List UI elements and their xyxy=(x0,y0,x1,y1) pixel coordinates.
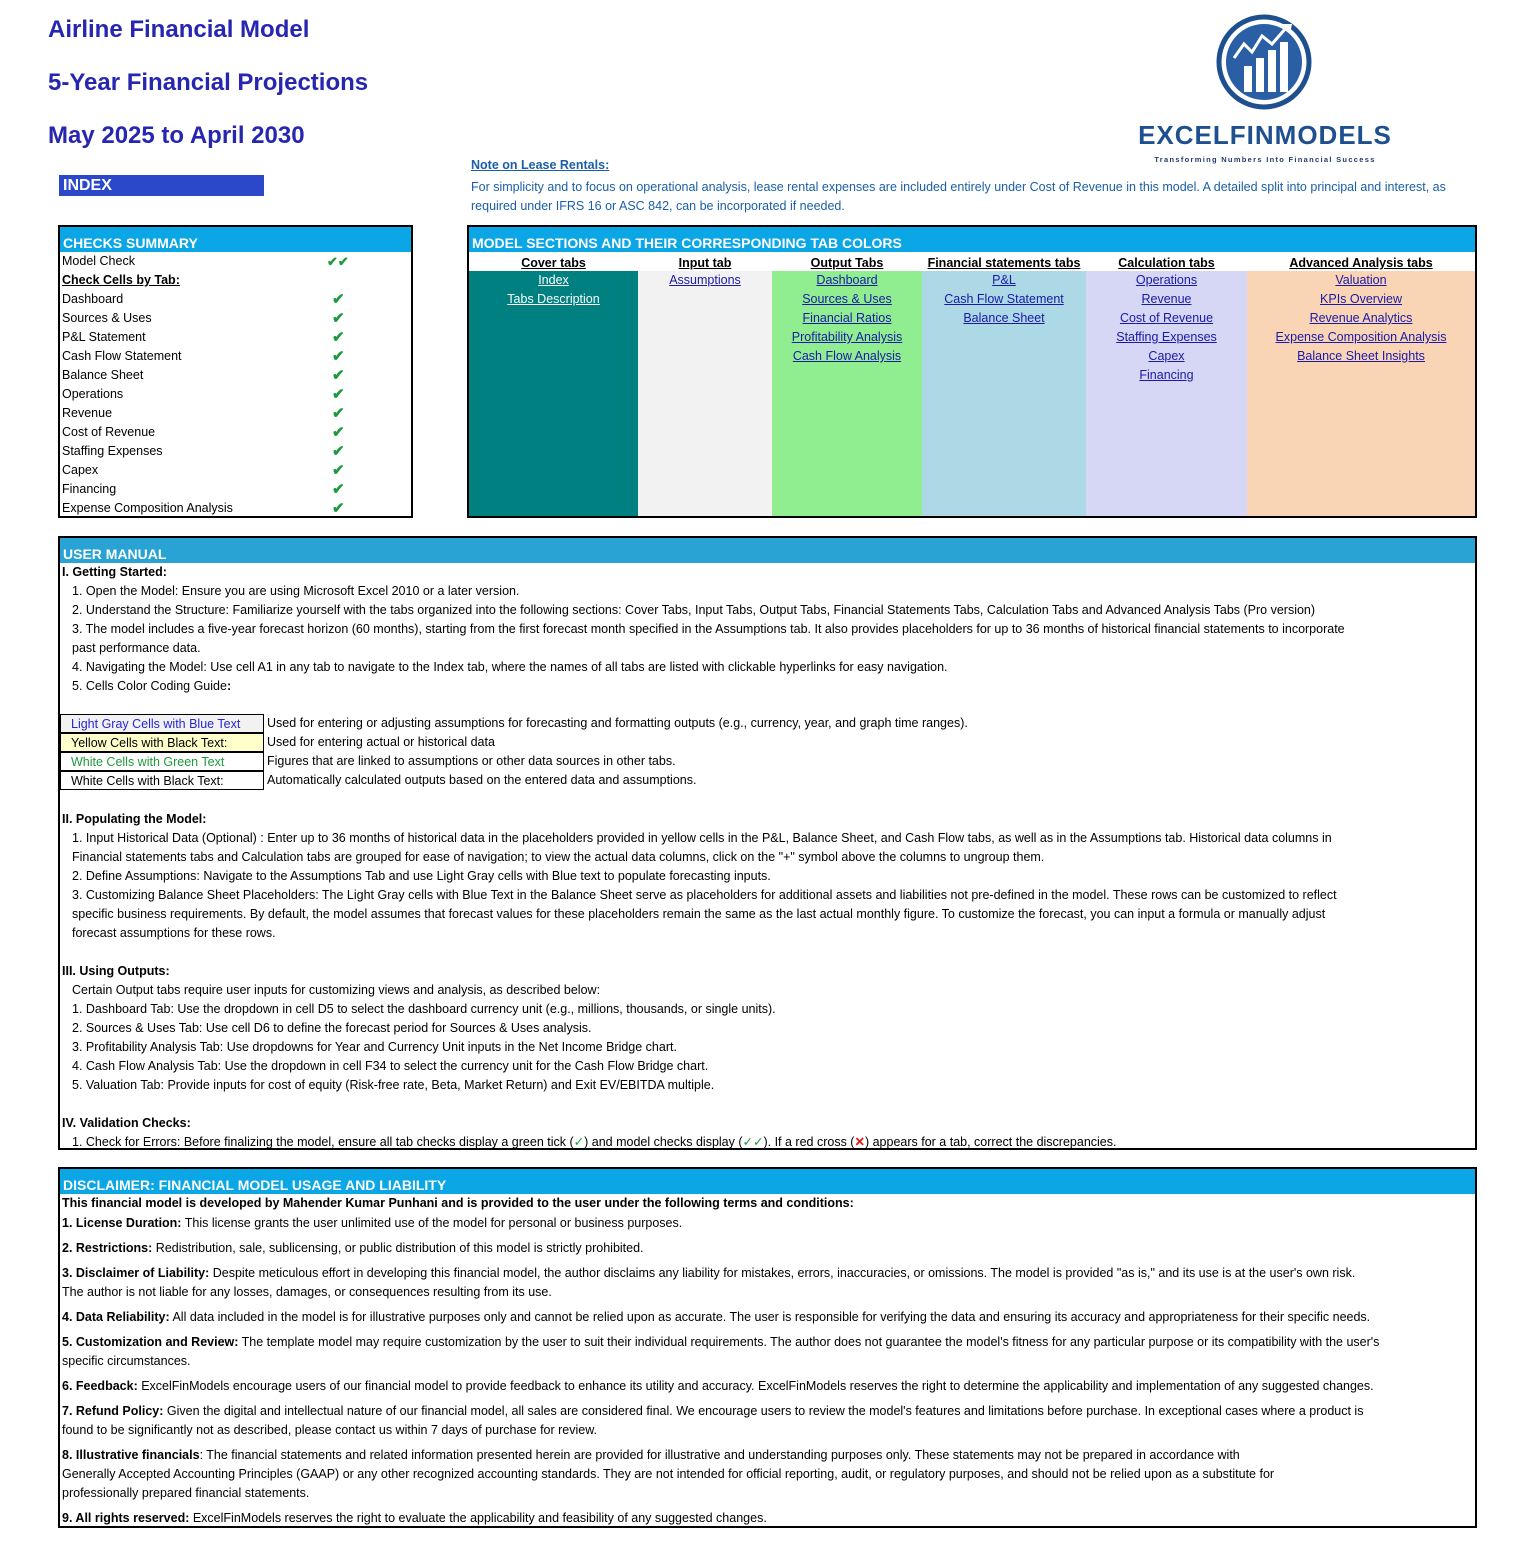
tab-link[interactable]: P&L xyxy=(992,273,1016,287)
legend-swatch: Light Gray Cells with Blue Text xyxy=(60,714,264,733)
check-tick-icon: ✔ xyxy=(332,424,345,441)
color-guide-label: 5. Cells Color Coding Guide xyxy=(72,679,227,693)
model-sections-header: MODEL SECTIONS AND THEIR CORRESPONDING TAB COLORS xyxy=(469,227,1475,252)
manual-section-validation: IV. Validation Checks: xyxy=(62,1116,191,1130)
user-manual-header: USER MANUAL xyxy=(60,538,1475,563)
manual-section-using-outputs: III. Using Outputs: xyxy=(62,964,170,978)
check-row-label: Financing xyxy=(62,482,117,496)
tab-link[interactable]: Tabs Description xyxy=(507,292,600,306)
term-text: ExcelFinModels reserves the right to evaluate the applicability and feasibility of any suggested changes. xyxy=(189,1511,767,1525)
tab-link-cell xyxy=(772,347,922,366)
manual-section-populating: II. Populating the Model: xyxy=(62,812,207,826)
logo-tagline: Transforming Numbers Into Financial Success xyxy=(1154,155,1376,164)
disclaimer-item xyxy=(62,1402,1363,1421)
tab-link-cell xyxy=(1247,347,1475,366)
tab-link-cell xyxy=(922,290,1086,309)
tab-link-cell xyxy=(772,328,922,347)
legend-swatch: Yellow Cells with Black Text: xyxy=(60,733,264,752)
check-row-label: Revenue xyxy=(62,406,113,420)
section-column-header: Advanced Analysis tabs xyxy=(1289,256,1433,270)
tab-link[interactable]: Valuation xyxy=(1335,273,1387,287)
check-row-label: Capex xyxy=(62,463,99,477)
tab-link-cell xyxy=(638,271,772,290)
check-tick-icon: ✔ xyxy=(332,481,345,498)
legend-swatch: White Cells with Green Text xyxy=(60,752,264,771)
section-column-header: Calculation tabs xyxy=(1118,256,1215,270)
tab-link[interactable]: Assumptions xyxy=(669,273,741,287)
model-check-label: Model Check xyxy=(62,254,135,268)
term-text: This license grants the user unlimited use of the model for personal or business purposes. xyxy=(181,1216,683,1230)
check-row-label: Staffing Expenses xyxy=(62,444,163,458)
disclaimer-panel xyxy=(58,1167,1477,1528)
manual-line: 3. Customizing Balance Sheet Placeholders: The Light Gray cells with Blue Text in the Balance Sheet serve as placeholders for additional assets and liabilities not pre-defined in the model. These rows can be customized to reflect xyxy=(72,888,1337,902)
disclaimer-item-cont: found to be significantly not as described, please contact us within 7 days of purchase for review. xyxy=(62,1423,598,1437)
user-manual-panel xyxy=(58,536,1477,1150)
check-row-label: Cost of Revenue xyxy=(62,425,156,439)
lease-note-title: Note on Lease Rentals: xyxy=(471,158,610,172)
tab-link-cell xyxy=(469,290,638,309)
term-text: ExcelFinModels encourage users of our financial model to provide feedback to enhance its utility and accuracy. ExcelFinModels reserves the right to determine the applicability and implementation of any suggested changes. xyxy=(137,1379,1374,1393)
model-check-double-tick-icon: ✔✔ xyxy=(327,254,349,269)
manual-line: forecast assumptions for these rows. xyxy=(72,926,276,940)
disclaimer-item xyxy=(62,1377,1374,1396)
color-guide-colon: : xyxy=(226,679,232,693)
disclaimer-header: DISCLAIMER: FINANCIAL MODEL USAGE AND LIABILITY xyxy=(60,1169,1475,1194)
manual-line: 2. Define Assumptions: Navigate to the Assumptions Tab and use Light Gray cells with Blue text to populate forecasting inputs. xyxy=(72,869,771,883)
check-cells-by-tab-label: Check Cells by Tab: xyxy=(62,273,180,287)
term-label: 8. Illustrative financials xyxy=(62,1448,200,1462)
lease-note-text: For simplicity and to focus on operational analysis, lease rental expenses are included entirely under Cost of Revenue in this model. A detailed split into principal and interest, as required under IFRS 16 or ASC 842, can be incorporated if needed. xyxy=(471,180,1446,213)
check-row-label: Cash Flow Statement xyxy=(62,349,182,363)
check-tick-icon: ✔ xyxy=(332,386,345,403)
term-label: 4. Data Reliability: xyxy=(62,1310,170,1324)
check-tick-icon: ✔ xyxy=(332,405,345,422)
logo-emblem-icon xyxy=(1216,14,1312,110)
tab-link-cell xyxy=(1086,290,1247,309)
disclaimer-item xyxy=(62,1509,767,1528)
model-title: Airline Financial Model xyxy=(48,16,310,43)
check-row-label: Operations xyxy=(62,387,124,401)
tab-link[interactable]: Cash Flow Analysis xyxy=(792,349,902,363)
manual-line: 5. Valuation Tab: Provide inputs for cost of equity (Risk-free rate, Beta, Market Return) and Exit EV/EBITDA multiple. xyxy=(72,1078,715,1092)
manual-line: specific business requirements. By default, the model assumes that forecast values for these placeholders remain the same as the last actual monthly figure. To customize the forecast, you can input a formula or manually adjust xyxy=(72,907,1326,921)
term-label: 9. All rights reserved: xyxy=(62,1511,190,1525)
legend-description: Automatically calculated outputs based on the entered data and assumptions. xyxy=(267,773,697,787)
red-cross-icon: ✕ xyxy=(854,1135,865,1149)
tab-link[interactable]: Profitability Analysis xyxy=(791,330,903,344)
validation-text: ). If a red cross ( xyxy=(763,1135,855,1149)
section-column xyxy=(1247,271,1475,516)
manual-line: 2. Sources & Uses Tab: Use cell D6 to define the forecast period for Sources & Uses analysis. xyxy=(72,1021,592,1035)
check-row-label: Sources & Uses xyxy=(62,311,152,325)
section-column xyxy=(772,271,922,516)
tab-link[interactable]: Sources & Uses xyxy=(802,292,892,306)
tab-link-cell xyxy=(1086,309,1247,328)
section-column xyxy=(638,271,772,516)
legend-description: Used for entering or adjusting assumptions for forecasting and formatting outputs (e.g., currency, year, and graph time ranges). xyxy=(267,716,968,730)
tab-link[interactable]: Cash Flow Statement xyxy=(944,292,1064,306)
term-label: 5. Customization and Review: xyxy=(62,1335,239,1349)
tab-link[interactable]: Financial Ratios xyxy=(802,311,892,325)
excelfinmodels-logo xyxy=(1130,14,1400,174)
model-period: May 2025 to April 2030 xyxy=(48,122,305,149)
manual-line: 1. Dashboard Tab: Use the dropdown in cell D5 to select the dashboard currency unit (e.g., millions, thousands, or single units). xyxy=(72,1002,776,1016)
disclaimer-item xyxy=(62,1308,1370,1327)
term-label: 3. Disclaimer of Liability: xyxy=(62,1266,210,1280)
tab-link[interactable]: Balance Sheet xyxy=(963,311,1045,325)
section-column-header: Financial statements tabs xyxy=(927,256,1081,270)
manual-section-getting-started: I. Getting Started: xyxy=(62,565,167,579)
term-text: All data included in the model is for illustrative purposes only and cannot be relied upon as accurate. The user is responsible for verifying the data and ensuring its accuracy and appropriateness for their specific needs. xyxy=(169,1310,1371,1324)
tab-link-cell xyxy=(922,309,1086,328)
check-row-label: Dashboard xyxy=(62,292,124,306)
legend-description: Used for entering actual or historical data xyxy=(267,735,495,749)
check-tick-icon: ✔ xyxy=(332,462,345,479)
green-tick-icon: ✓ xyxy=(573,1135,585,1149)
tab-link-cell xyxy=(772,271,922,290)
check-tick-icon: ✔ xyxy=(332,500,345,517)
tab-link-cell xyxy=(1086,271,1247,290)
manual-line: Certain Output tabs require user inputs for customizing views and analysis, as described below: xyxy=(72,983,601,997)
manual-line xyxy=(72,677,231,696)
tab-link-cell xyxy=(1086,347,1247,366)
disclaimer-item xyxy=(62,1446,1240,1465)
double-tick-icon: ✓✓ xyxy=(742,1135,764,1149)
manual-line: Financial statements tabs and Calculation tabs are grouped for ease of navigation; to view the actual data columns, click on the "+" symbol above the columns to ungroup them. xyxy=(72,850,1045,864)
tab-link[interactable]: Expense Composition Analysis xyxy=(1275,330,1447,344)
tab-link-cell xyxy=(1086,366,1247,385)
tab-link[interactable]: Operations xyxy=(1135,273,1198,287)
disclaimer-item-cont: specific circumstances. xyxy=(62,1354,191,1368)
index-label: INDEX xyxy=(59,175,264,196)
tab-link[interactable]: Staffing Expenses xyxy=(1116,330,1217,344)
manual-line: 2. Understand the Structure: Familiarize yourself with the tabs organized into the following sections: Cover Tabs, Input Tabs, Output Tabs, Financial Statements Tabs, Calculation Tabs and Advanced Analysis Tabs (Pro version) xyxy=(72,603,1316,617)
check-row-label: Expense Composition Analysis xyxy=(62,501,233,515)
term-label: 7. Refund Policy: xyxy=(62,1404,164,1418)
tab-link-cell xyxy=(1247,290,1475,309)
section-column xyxy=(469,271,638,516)
section-column xyxy=(922,271,1086,516)
term-label: 1. License Duration: xyxy=(62,1216,182,1230)
section-column-header: Input tab xyxy=(678,256,732,270)
check-row-label: Balance Sheet xyxy=(62,368,144,382)
check-row-label: P&L Statement xyxy=(62,330,146,344)
check-tick-icon: ✔ xyxy=(332,291,345,308)
validation-text: ) appears for a tab, correct the discrepancies. xyxy=(864,1135,1117,1149)
manual-line: 3. The model includes a five-year forecast horizon (60 months), starting from the first forecast month specified in the Assumptions tab. It also provides placeholders for up to 36 months of historical financial statements to incorporate xyxy=(72,622,1345,636)
term-label: 2. Restrictions: xyxy=(62,1241,153,1255)
tab-link[interactable]: Cost of Revenue xyxy=(1119,311,1214,325)
validation-text: 1. Check for Errors: Before finalizing the model, ensure all tab checks display a green tick ( xyxy=(72,1135,574,1149)
check-tick-icon: ✔ xyxy=(332,348,345,365)
model-subtitle: 5-Year Financial Projections xyxy=(48,69,369,96)
term-text: : The financial statements and related information presented herein are provided for illustrative and understanding purposes only. These statements may not be prepared in accordance with xyxy=(199,1448,1240,1462)
manual-line: 3. Profitability Analysis Tab: Use dropdowns for Year and Currency Unit inputs in the Net Income Bridge chart. xyxy=(72,1040,677,1054)
tab-link-cell xyxy=(1247,309,1475,328)
disclaimer-item-cont: Generally Accepted Accounting Principles (GAAP) or any other recognized accounting standards. They are not intended for official reporting, audit, or regulatory purposes, and should not be relied upon as a substitute for xyxy=(62,1467,1275,1481)
check-tick-icon: ✔ xyxy=(332,367,345,384)
section-column-header: Output Tabs xyxy=(810,256,884,270)
tab-link[interactable]: Financing xyxy=(1139,368,1194,382)
term-text: Given the digital and intellectual nature of our financial model, all sales are considered final. We encourage users to review the model's features and limitations before purchase. In exceptional cases where a product is xyxy=(163,1404,1364,1418)
term-label: 6. Feedback: xyxy=(62,1379,138,1393)
disclaimer-item xyxy=(62,1239,644,1258)
tab-link-cell xyxy=(1086,328,1247,347)
legend-description: Figures that are linked to assumptions or other data sources in other tabs. xyxy=(267,754,676,768)
tab-link-cell xyxy=(1247,328,1475,347)
check-tick-icon: ✔ xyxy=(332,310,345,327)
tab-link[interactable]: Revenue xyxy=(1141,292,1192,306)
disclaimer-item-cont: The author is not liable for any losses, damages, or consequences resulting from its use. xyxy=(62,1285,552,1299)
section-column-header: Cover tabs xyxy=(521,256,586,270)
check-tick-icon: ✔ xyxy=(332,443,345,460)
tab-link[interactable]: Capex xyxy=(1148,349,1185,363)
tab-link[interactable]: Dashboard xyxy=(816,273,878,287)
checks-summary-header: CHECKS SUMMARY xyxy=(60,227,411,252)
manual-line: 1. Input Historical Data (Optional) : Enter up to 36 months of historical data in the placeholders provided in yellow cells in the P&L, Balance Sheet, and Cash Flow tabs, as well as in the Assumptions tab. Historical data columns in xyxy=(72,831,1332,845)
checks-summary-panel xyxy=(58,225,413,518)
manual-line: 4. Navigating the Model: Use cell A1 in any tab to navigate to the Index tab, where the names of all tabs are listed with clickable hyperlinks for easy navigation. xyxy=(72,660,948,674)
tab-link[interactable]: Revenue Analytics xyxy=(1309,311,1413,325)
model-sections-panel xyxy=(467,225,1477,518)
tab-link[interactable]: KPIs Overview xyxy=(1320,292,1402,306)
tab-link-cell xyxy=(922,271,1086,290)
disclaimer-intro: This financial model is developed by Mahender Kumar Punhani and is provided to the user under the following terms and conditions: xyxy=(62,1196,854,1210)
check-tick-icon: ✔ xyxy=(332,329,345,346)
disclaimer-item-cont: professionally prepared financial statements. xyxy=(62,1486,310,1500)
manual-line: 1. Open the Model: Ensure you are using Microsoft Excel 2010 or a later version. xyxy=(72,584,520,598)
tab-link-cell xyxy=(469,271,638,290)
tab-link-cell xyxy=(1247,271,1475,290)
disclaimer-item xyxy=(62,1214,682,1233)
manual-line xyxy=(72,1133,1116,1152)
manual-line: 4. Cash Flow Analysis Tab: Use the dropdown in cell F34 to select the currency unit for the Cash Flow Bridge chart. xyxy=(72,1059,709,1073)
term-text: Redistribution, sale, sublicensing, or public distribution of this model is strictly prohibited. xyxy=(152,1241,644,1255)
disclaimer-item xyxy=(62,1264,1355,1283)
disclaimer-item xyxy=(62,1333,1379,1352)
legend-swatch: White Cells with Black Text: xyxy=(60,771,264,790)
color-legend xyxy=(60,714,1460,794)
tab-link-cell xyxy=(772,290,922,309)
tab-link[interactable]: Balance Sheet Insights xyxy=(1297,349,1425,363)
tab-link[interactable]: Index xyxy=(538,273,569,287)
term-text: Despite meticulous effort in developing this financial model, the author disclaims any liability for mistakes, errors, inaccuracies, or omissions. The model is provided "as is," and its use is at the user's own risk. xyxy=(209,1266,1356,1280)
section-column xyxy=(1086,271,1247,516)
validation-text: ) and model checks display ( xyxy=(584,1135,743,1149)
term-text: The template model may require customization by the user to suit their individual requirements. The author does not guarantee the model's fitness for any particular purpose or its compatibility with the user's xyxy=(238,1335,1380,1349)
manual-line: past performance data. xyxy=(72,641,201,655)
logo-brand-text: EXCELFINMODELS xyxy=(1138,120,1392,150)
tab-link-cell xyxy=(772,309,922,328)
